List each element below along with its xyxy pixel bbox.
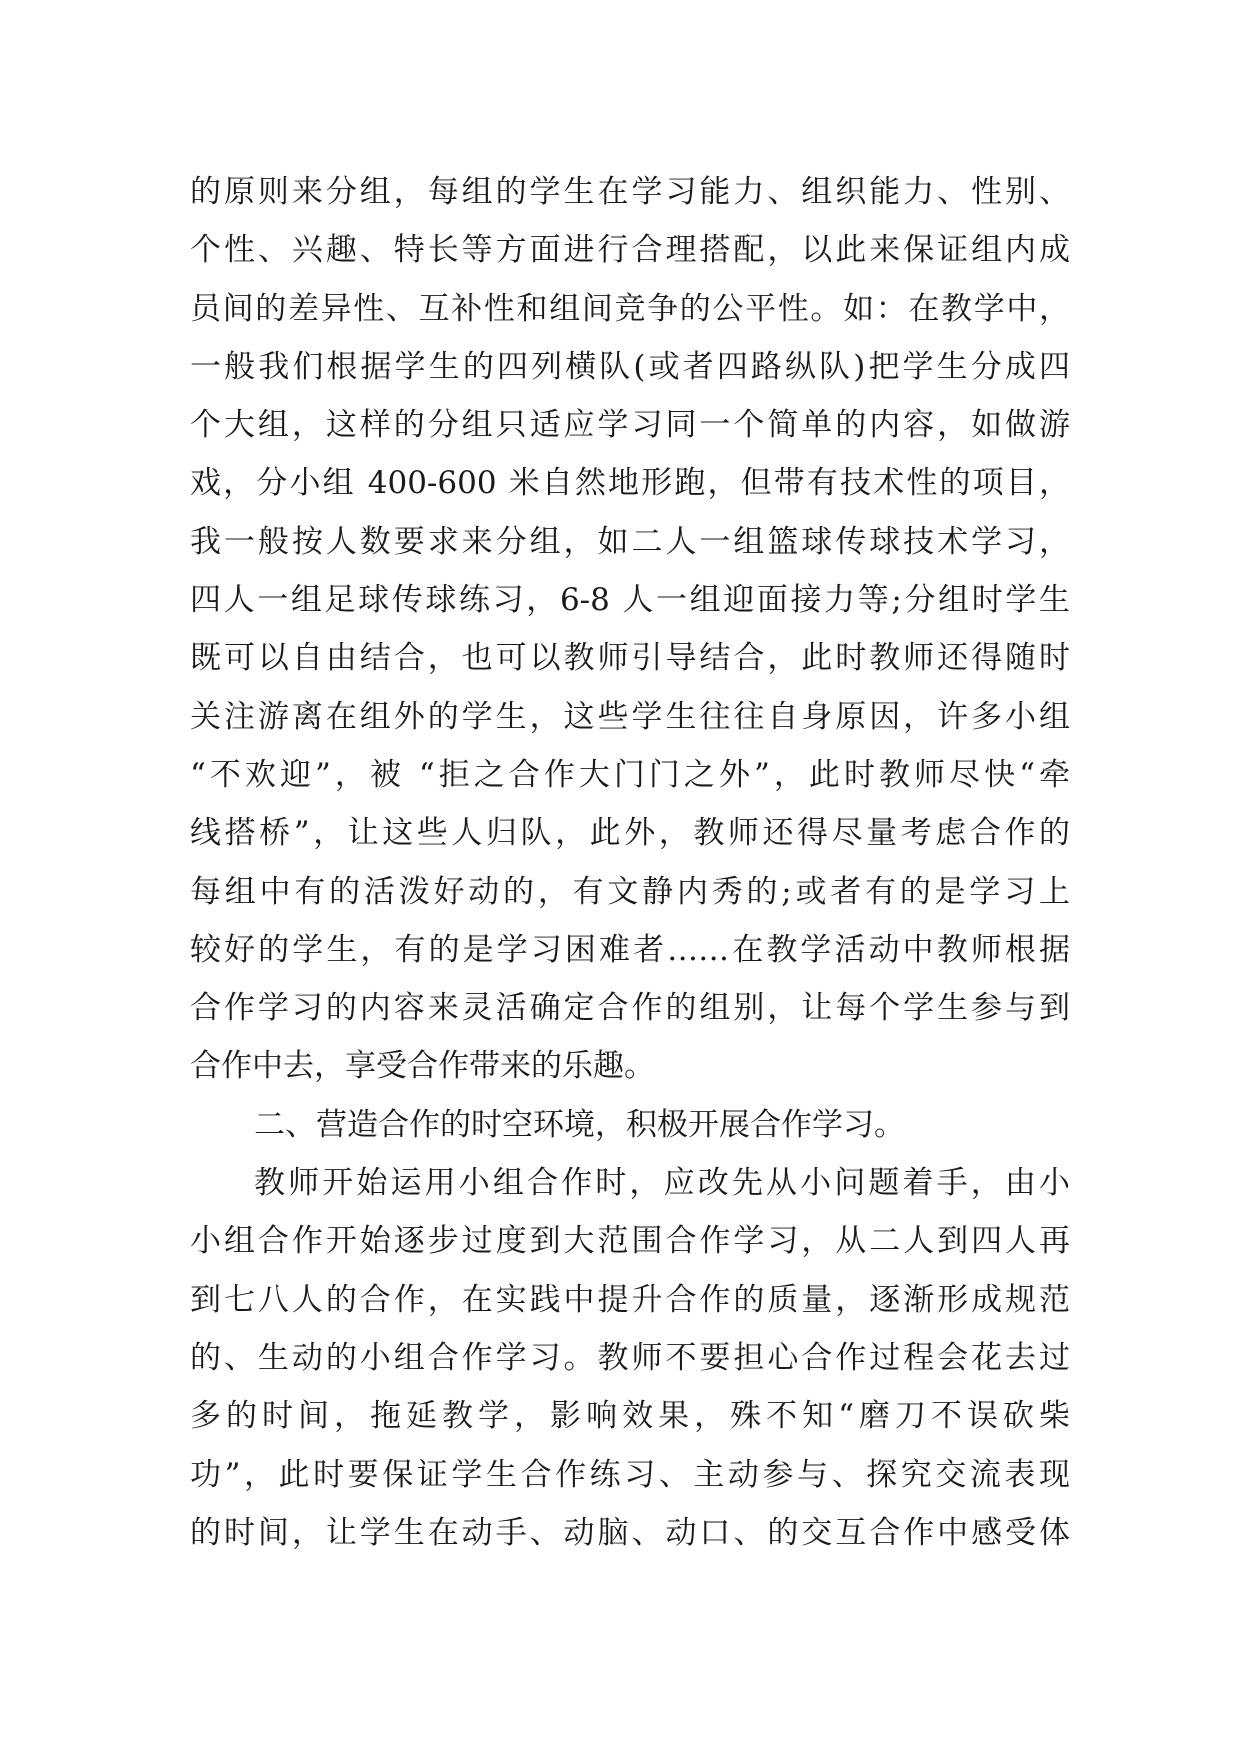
text-line: 每组中有的活泼好动的，有文静内秀的;或者有的是学习上 xyxy=(190,873,1070,910)
text-line: 既可以自由结合，也可以教师引导结合，此时教师还得随时 xyxy=(190,640,1070,677)
text-line: “不欢迎”，被 “拒之合作大门门之外”，此时教师尽快“牵 xyxy=(190,756,1070,793)
text-line: 功”，此时要保证学生合作练习、主动参与、探究交流表现 xyxy=(190,1456,1070,1493)
text-line: 四人一组足球传球练习，6-8 人一组迎面接力等;分组时学生 xyxy=(190,582,1070,619)
body-text xyxy=(190,163,1070,1562)
text-line: 教师开始运用小组合作时，应改先从小问题着手，由小 xyxy=(254,1165,1070,1202)
text-line: 戏，分小组 400-600 米自然地形跑，但带有技术性的项目， xyxy=(190,465,1070,502)
text-line: 一般我们根据学生的四列横队(或者四路纵队)把学生分成四 xyxy=(190,348,1070,385)
text-line: 关注游离在组外的学生，这些学生往往自身原因，许多小组 xyxy=(190,698,1070,735)
text-line: 的、生动的小组合作学习。教师不要担心合作过程会花去过 xyxy=(190,1339,1070,1376)
text-line: 个大组，这样的分组只适应学习同一个简单的内容，如做游 xyxy=(190,407,1070,444)
text-line: 线搭桥”，让这些人归队，此外，教师还得尽量考虑合作的 xyxy=(190,815,1070,852)
text-line: 个性、兴趣、特长等方面进行合理搭配，以此来保证组内成 xyxy=(190,232,1070,269)
text-line: 的原则来分组，每组的学生在学习能力、组织能力、性别、 xyxy=(190,174,1070,210)
text-line: 到七八人的合作，在实践中提升合作的质量，逐渐形成规范 xyxy=(190,1281,1070,1318)
text-line: 小组合作开始逐步过度到大范围合作学习，从二人到四人再 xyxy=(190,1223,1070,1260)
text-line: 的时间，让学生在动手、动脑、动口、的交互合作中感受体 xyxy=(190,1514,1070,1551)
text-line: 我一般按人数要求来分组，如二人一组篮球传球技术学习， xyxy=(190,523,1070,560)
text-line: 多的时间，拖延教学，影响效果，殊不知“磨刀不误砍柴 xyxy=(190,1398,1070,1435)
text-line: 员间的差异性、互补性和组间竞争的公平性。如：在教学中， xyxy=(190,290,1070,327)
text-line: 合作学习的内容来灵活确定合作的组别，让每个学生参与到 xyxy=(190,990,1070,1027)
text-line: 合作中去，享受合作带来的乐趣。 xyxy=(190,1048,655,1085)
text-line: 较好的学生，有的是学习困难者……在教学活动中教师根据 xyxy=(190,931,1070,968)
section-heading: 二、营造合作的时空环境，积极开展合作学习。 xyxy=(254,1106,905,1143)
